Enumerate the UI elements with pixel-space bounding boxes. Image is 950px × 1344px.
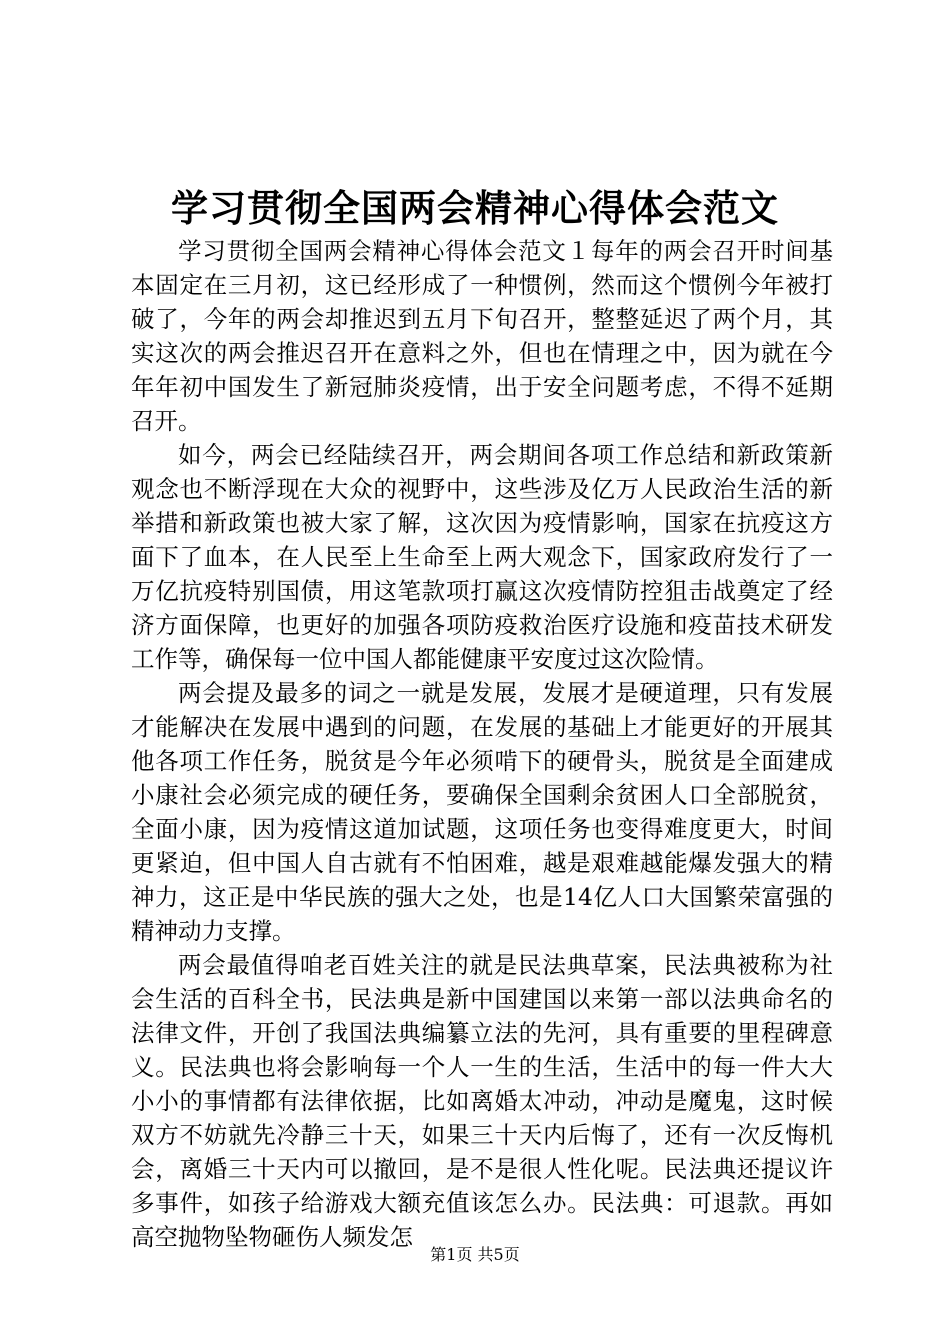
document-body bbox=[131, 234, 833, 1254]
paragraph-2: 如今，两会已经陆续召开，两会期间各项工作总结和新政策新观念也不断浮现在大众的视野中，这些涉及亿万人民政治生活的新举措和新政策也被大家了解，这次因为疫情影响，国家在抗疫这方面下了血本，在人民至上生命至上两大观念下，国家政府发行了一万亿抗疫特别国债，用这笔款项打赢这次疫情防控狙击战奠定了经济方面保障，也更好的加强各项防疫救治医疗设施和疫苗技术研发工作等，确保每一位中国人都能健康平安度过这次险情。 bbox=[131, 441, 833, 673]
document-title: 学习贯彻全国两会精神心得体会范文 bbox=[171, 186, 779, 230]
paragraph-3: 两会提及最多的词之一就是发展，发展才是硬道理，只有发展才能解决在发展中遇到的问题，在发展的基础上才能更好的开展其他各项工作任务，脱贫是今年必须啃下的硬骨头，脱贫是全面建成小康社会必须完成的硬任务，要确保全国剩余贫困人口全部脱贫，全面小康，因为疫情这道加试题，这项任务也变得难度更大，时间更紧迫，但中国人自古就有不怕困难，越是艰难越能爆发强大的精神力，这正是中华民族的强大之处，也是14亿人口大国繁荣富强的精神动力支撑。 bbox=[131, 679, 833, 945]
page-footer: 第1页 共5页 bbox=[430, 1245, 520, 1264]
paragraph-1: 学习贯彻全国两会精神心得体会范文１每年的两会召开时间基本固定在三月初，这已经形成了一种惯例，然而这个惯例今年被打破了，今年的两会却推迟到五月下旬召开，整整延迟了两个月，其实这次的两会推迟召开在意料之外，但也在情理之中，因为就在今年年初中国发生了新冠肺炎疫情，出于安全问题考虑，不得不延期召开。 bbox=[131, 237, 833, 435]
paragraph-4: 两会最值得咱老百姓关注的就是民法典草案，民法典被称为社会生活的百科全书，民法典是新中国建国以来第一部以法典命名的法律文件，开创了我国法典编纂立法的先河，具有重要的里程碑意义。民法典也将会影响每一个人一生的生活，生活中的每一件大大小小的事情都有法律依据，比如离婚太冲动，冲动是魔鬼，这时候双方不妨就先冷静三十天，如果三十天内后悔了，还有一次反悔机会，离婚三十天内可以撤回，是不是很人性化呢。民法典还提议许多事件，如孩子给游戏大额充值该怎么办。民法典：可退款。再如高空抛物坠物砸伤人频发怎 bbox=[131, 951, 833, 1251]
